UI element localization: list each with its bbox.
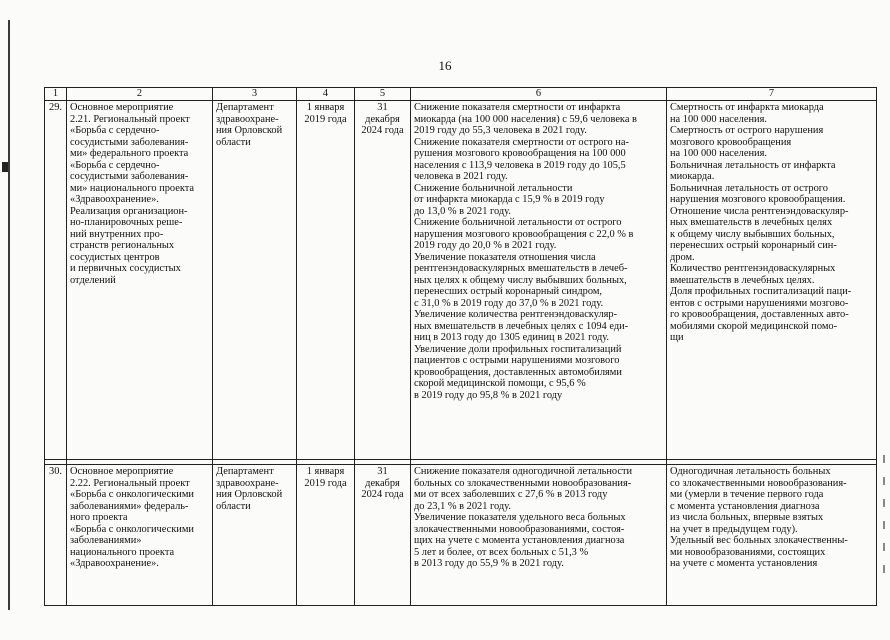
text-line: 31 xyxy=(377,466,388,477)
text-line: Снижение показателя одногодичной летальности xyxy=(414,466,633,477)
text-line: ми (умерли в течение первого года xyxy=(670,489,824,500)
text-line: 31 xyxy=(377,102,388,113)
text-line: 2019 года xyxy=(304,113,347,125)
col-header-6: 6 xyxy=(411,88,667,101)
text-line: Снижение больничной летальности xyxy=(414,182,573,194)
text-line: «Борьба с онкологическими xyxy=(70,489,194,500)
text-line: здравоохране- xyxy=(216,113,279,125)
text-line: вмешательств в лечебных целях. xyxy=(670,274,815,286)
text-line: «Борьба с онкологическими xyxy=(70,523,194,535)
text-line: «Здравоохранение». xyxy=(70,558,159,569)
text-line: больных со злокачественными новообразования- xyxy=(414,477,632,489)
text-line: здравоохране- xyxy=(216,477,279,489)
start-date-cell xyxy=(297,465,355,606)
col-header-4: 4 xyxy=(297,88,355,101)
text-line: 2.21. Региональный проект xyxy=(70,113,190,125)
results-cell xyxy=(411,465,667,606)
text-line: 2019 году до 55,3 человека в 2021 году. xyxy=(414,125,587,136)
text-line: к общему числу выбывших больных, xyxy=(670,228,835,240)
text-line: 5 лет и более, от всех больных с 51,3 % xyxy=(414,546,589,558)
text-line: «Борьба с сердечно- xyxy=(70,159,160,171)
text-line: 2024 года xyxy=(361,125,404,136)
text-line: «Борьба с сердечно- xyxy=(70,125,160,136)
text-line: заболеваниями» xyxy=(70,535,142,546)
text-line: Реализация организацион- xyxy=(70,205,188,217)
text-line: ния Орловской xyxy=(216,125,283,136)
table-row xyxy=(45,101,877,460)
text-line: области xyxy=(216,500,251,512)
text-line: ных вмешательств в лечебных целях с 1094 еди- xyxy=(414,320,629,332)
text-line: ниц в 2013 году до 1305 единиц в 2021 году. xyxy=(414,332,610,343)
text-line: 1 января xyxy=(306,466,345,477)
text-line: Основное мероприятие xyxy=(70,102,174,113)
text-line: на учет в предыдущем году). xyxy=(670,523,798,535)
text-line: Смертность от острого нарушения xyxy=(670,125,824,136)
text-line: отделений xyxy=(70,274,116,286)
text-line: Увеличение количества рентгенэндоваскуляр- xyxy=(414,309,618,320)
text-line: 2024 года xyxy=(361,489,404,500)
col-header-7: 7 xyxy=(667,88,877,101)
text-line: на 100 000 населения. xyxy=(670,148,767,159)
text-line: из числа больных, впервые взятых xyxy=(670,512,824,523)
text-line: Департамент xyxy=(216,466,274,477)
activity-cell xyxy=(67,101,213,460)
text-line: нарушения мозгового кровообращения. xyxy=(670,194,846,205)
indicators-cell xyxy=(667,465,877,606)
text-line: странств региональных xyxy=(70,240,175,251)
text-line: Основное мероприятие xyxy=(70,466,174,477)
text-line: ного проекта xyxy=(70,512,128,523)
indicators-cell xyxy=(667,101,877,460)
col-header-3: 3 xyxy=(213,88,297,101)
text-line: Снижение показателя смертности от инфаркта xyxy=(414,102,621,113)
text-line: нарушения мозгового кровообращения с 22,0 % в xyxy=(414,228,634,240)
col-header-2: 2 xyxy=(67,88,213,101)
page-number: 16 xyxy=(438,58,452,73)
text-line: с момента установления диагноза xyxy=(670,500,820,512)
text-line: 1 января xyxy=(306,102,345,113)
text-line: Одногодичная летальность больных xyxy=(670,466,831,477)
text-line: миокарда (на 100 000 населения) с 59,6 человека в xyxy=(414,113,637,125)
text-line: злокачественными новообразованиями, состоя- xyxy=(414,523,625,535)
text-line: декабря xyxy=(365,477,400,489)
text-line: го кровообращения, доставленных авто- xyxy=(670,309,849,320)
activity-cell xyxy=(67,465,213,606)
table-row xyxy=(45,465,877,606)
text-line: миокарда. xyxy=(670,171,715,182)
text-line: и первичных сосудистых xyxy=(70,263,181,274)
text-line: ний внутренних про- xyxy=(70,228,164,240)
text-line: пациентов с острыми нарушениями мозгового xyxy=(414,355,620,366)
end-date-cell xyxy=(355,465,411,606)
text-line: Смертность от инфаркта миокарда xyxy=(670,102,824,113)
text-line: ми» федерального проекта xyxy=(70,148,189,159)
text-line: Снижение показателя смертности от острого на- xyxy=(414,136,629,148)
text-line: мобилями скорой медицинской помо- xyxy=(670,320,838,332)
text-line: Отношение числа рентгенэндоваскуляр- xyxy=(670,205,849,217)
text-line: ми» национального проекта xyxy=(70,182,195,194)
text-line: Больничная летальность от острого xyxy=(670,182,828,194)
text-line: ми от всех заболевших с 27,6 % в 2013 году xyxy=(414,489,608,500)
text-line: ния Орловской xyxy=(216,489,283,500)
text-line: человека в 2021 году. xyxy=(414,171,508,182)
text-line: рушения мозгового кровообращения на 100 000 xyxy=(414,148,626,159)
text-line: щи xyxy=(670,332,684,343)
activities-table xyxy=(44,87,877,606)
text-line: на учете с момента установления xyxy=(670,558,818,569)
results-cell xyxy=(411,101,667,460)
text-line: в 2013 году до 55,9 % в 2021 году. xyxy=(414,558,564,569)
text-line: Увеличение доли профильных госпитализаций xyxy=(414,343,622,355)
text-line: Увеличение показателя отношения числа xyxy=(414,251,596,263)
text-line: населения с 113,9 человека в 2019 году до 105,5 xyxy=(414,159,626,171)
col-header-1: 1 xyxy=(45,88,67,101)
text-line: до 13,0 % в 2021 году. xyxy=(414,205,511,217)
text-line: с 31,0 % в 2019 году до 37,0 % в 2021 году. xyxy=(414,297,604,309)
row-number: 30. xyxy=(45,465,67,606)
text-line: рентгенэндоваскулярных вмешательств в лечеб- xyxy=(414,263,628,274)
text-line: щих на учете с момента установления диагноза xyxy=(414,535,625,546)
text-line: Удельный вес больных злокачественны- xyxy=(670,535,848,546)
text-line: скорой медицинской помощи, с 95,6 % xyxy=(414,378,586,389)
row-number: 29. xyxy=(45,101,67,460)
col-header-5: 5 xyxy=(355,88,411,101)
text-line: перенесших острый коронарный син- xyxy=(670,240,837,251)
end-date-cell xyxy=(355,101,411,460)
text-line: со злокачественными новообразования- xyxy=(670,477,847,489)
text-line: кровообращения, доставленных автомобилями xyxy=(414,366,622,378)
text-line: до 23,1 % в 2021 году. xyxy=(414,500,511,512)
text-line: но-планировочных реше- xyxy=(70,217,183,228)
executor-cell xyxy=(213,465,297,606)
text-line: Снижение больничной летальности от острого xyxy=(414,217,622,228)
text-line: мозгового кровообращения xyxy=(670,136,792,148)
text-line: ентов с острыми нарушениями мозгово- xyxy=(670,297,849,309)
text-line: от инфаркта миокарда с 15,9 % в 2019 году xyxy=(414,194,605,205)
text-line: национального проекта xyxy=(70,546,175,558)
start-date-cell xyxy=(297,101,355,460)
binding-line xyxy=(8,20,10,610)
text-line: сосудистыми заболевания- xyxy=(70,136,189,148)
text-line: Доля профильных госпитализаций паци- xyxy=(670,286,852,297)
text-line: Больничная летальность от инфаркта xyxy=(670,159,836,171)
text-line: ми новообразованиями, состоящих xyxy=(670,546,826,558)
text-line: на 100 000 населения. xyxy=(670,113,767,125)
executor-cell xyxy=(213,101,297,460)
text-line: Департамент xyxy=(216,102,274,113)
text-line: сосудистыми заболевания- xyxy=(70,171,189,182)
text-line: Увеличение показателя удельного веса больных xyxy=(414,512,626,523)
header-row xyxy=(45,88,877,101)
text-line: в 2019 году до 95,8 % в 2021 году xyxy=(414,389,563,401)
text-line: сосудистых центров xyxy=(70,251,160,263)
text-line: 2.22. Региональный проект xyxy=(70,477,190,489)
text-line: 2019 года xyxy=(304,477,347,489)
text-line: Количество рентгенэндоваскулярных xyxy=(670,263,836,274)
text-line: «Здравоохранение». xyxy=(70,194,159,205)
edge-marks xyxy=(881,455,887,585)
text-line: перенесших острый коронарный синдром, xyxy=(414,286,603,297)
text-line: ных вмешательств в лечебных целях xyxy=(670,217,833,228)
text-line: 2019 году до 20,0 % в 2021 году. xyxy=(414,240,557,251)
binding-mark xyxy=(2,162,8,172)
text-line: области xyxy=(216,136,251,148)
text-line: декабря xyxy=(365,113,400,125)
text-line: дром. xyxy=(670,251,695,263)
text-line: ных целях к общему числу выбывших больных, xyxy=(414,274,627,286)
text-line: заболеваниями» федераль- xyxy=(70,500,189,512)
